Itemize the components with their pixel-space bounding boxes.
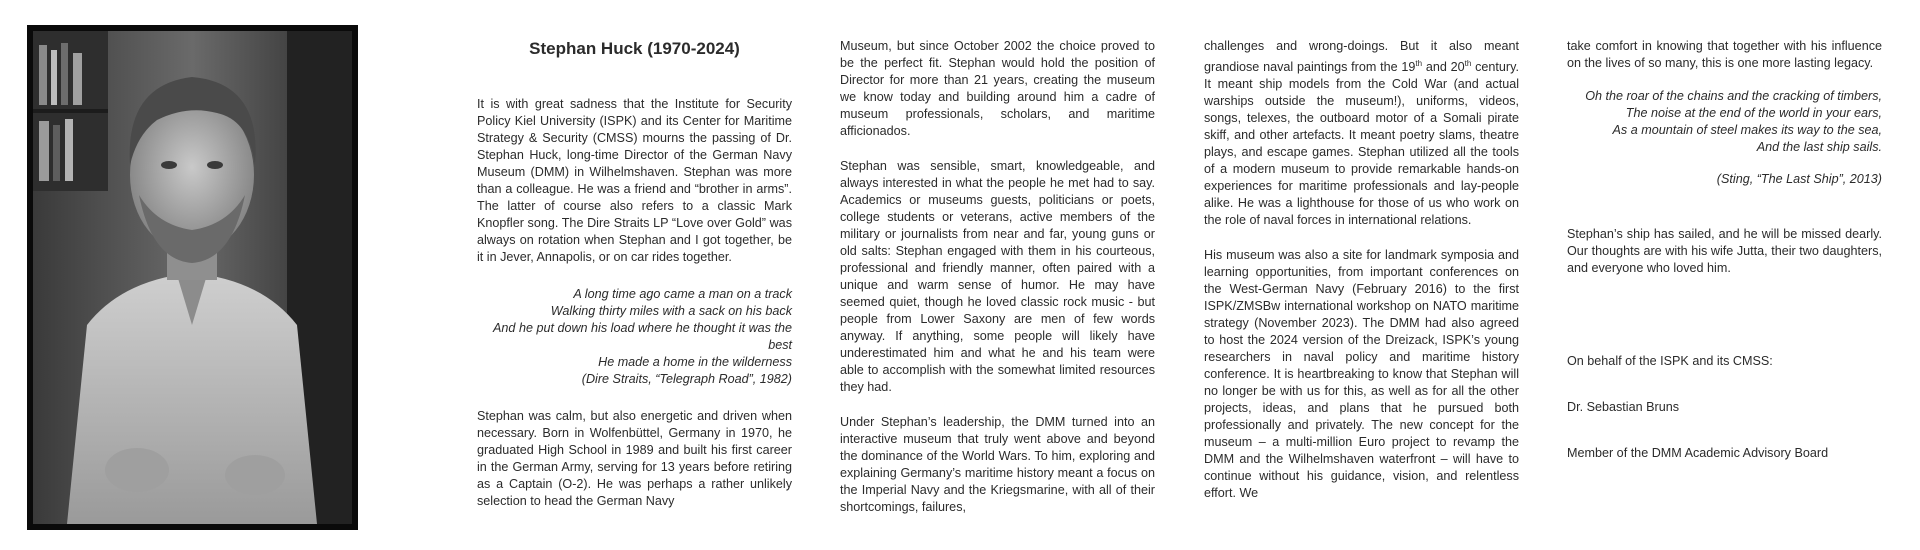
verse-line: A long time ago came a man on a track <box>573 287 792 301</box>
paragraph-director: Museum, but since October 2002 the choice proved to be the perfect fit. Stephan would hold the position of Director for more than 21 years, creating the museum we know today and building around him a cadre of museum professionals, scholars, and maritime afficionados. <box>840 39 1155 138</box>
verse-line: The noise at the end of the world in your ears, <box>1625 106 1882 120</box>
paragraph-legacy: take comfort in knowing that together with his influence on the lives of so many, this is one more lasting legacy. <box>1567 39 1882 70</box>
verse-source: (Dire Straits, “Telegraph Road”, 1982) <box>581 372 792 386</box>
paragraph-intro: It is with great sadness that the Institute for Security Policy Kiel University (ISPK) and its Center for Maritime Strategy & Security (CMSS) mourns the passing of Dr. Stephan Huck, long-time Director of the German Navy Museum (DMM) in Wilhelmshaven. Stephan was more than a colleague. He was a friend and “brother in arms”. The latter of course also refers to a classic Mark Knopfler song. The Dire Straits LP “Love over Gold” was always on rotation when Stephan and I got together, be it in Jever, Annapolis, or on car rides together. <box>477 97 792 264</box>
signoff-name: Dr. Sebastian Bruns <box>1567 400 1680 414</box>
paragraph-character: Stephan was sensible, smart, knowledgeable, and always interested in what the people he met had to say. Academics or museums guests, politicians or poets, college students or veterans, active members of the military or journalists from near and far, young guns or old salts: Stephan engaged with them in his courteous, professional and friendly manner, often paired with a unique and warm sense of humor. He may have seemed quiet, though he loved classic rock music - but people from Lower Saxony are men of few words anyway. If anything, some people will likely have underestimated him and what he and his team were able to accomplish with the somewhat limited resources they had. <box>840 159 1155 394</box>
text-column-3 <box>1204 38 1519 502</box>
paragraph-farewell: Stephan’s ship has sailed, and he will be missed dearly. Our thoughts are with his wife Jutta, their two daughters, and everyone who loved him. <box>1567 227 1882 275</box>
verse-line: He made a home in the wilderness <box>598 355 792 369</box>
quote-last-ship <box>1567 88 1882 188</box>
verse-source: (Sting, “The Last Ship”, 2013) <box>1716 172 1882 186</box>
text-column-2 <box>840 38 1155 516</box>
verse-line: Walking thirty miles with a sack on his back <box>550 304 792 318</box>
paragraph-leadership: Under Stephan’s leadership, the DMM turned into an interactive museum that truly went above and beyond the dominance of the World Wars. To him, exploring and explaining Germany’s maritime history meant a focus on the Imperial Navy and the Kriegsmarine, with all of their shortcomings, failures, <box>840 415 1155 514</box>
verse-line: As a mountain of steel makes its way to the sea, <box>1612 123 1882 137</box>
verse-line: And he put down his load where he thought it was the best <box>493 321 792 352</box>
signoff-behalf: On behalf of the ISPK and its CMSS: <box>1567 354 1773 368</box>
text-column-4 <box>1567 38 1882 462</box>
verse-line: Oh the roar of the chains and the cracking of timbers, <box>1585 89 1882 103</box>
paragraph-symposia: His museum was also a site for landmark symposia and learning opportunities, from important conferences on the West-German Navy (February 2016) to the first ISPK/ZMSBw international workshop on NATO maritime strategy (November 2023). The DMM had also agreed to host the 2024 version of the Dreizack, ISPK’s young researchers in naval policy and maritime history conference. It is heartbreaking to know that Stephan will no longer be with us for this, as well as for all the other projects, ideas, and plans that he pursued both professionally and privately. The new concept for the museum – a multi-million Euro project to revamp the DMM and the Wilhelmshaven waterfront – will have to continue without his guidance, vision, and relentless effort. We <box>1204 248 1519 501</box>
verse-line: And the last ship sails. <box>1756 140 1882 154</box>
page-title: Stephan Huck (1970-2024) <box>529 39 740 58</box>
quote-telegraph-road <box>477 286 792 388</box>
paragraph-collections: challenges and wrong-doings. But it also meant grandiose naval paintings from the 19th and 20th century. It meant ship models from the Cold War (and actual warships outside the museum!), uniforms, videos, songs, telexes, the outboard motor of a Somali pirate skiff, and other artefacts. It meant poetry slams, theatre plays, and escape games. Stephan utilized all the tools of a modern museum to provide remarkable hands-on experiences for maritime professionals and lay-people alike. He was a lighthouse for those of us who work on the role of naval forces in international relations. <box>1204 39 1519 228</box>
signoff-role: Member of the DMM Academic Advisory Board <box>1567 446 1829 460</box>
text-column-1 <box>477 38 792 510</box>
paragraph-biography: Stephan was calm, but also energetic and driven when necessary. Born in Wolfenbüttel, Germany in 1970, he graduated High School in 1989 and built his first career in the German Army, serving for 13 years before retiring as a Captain (O-2). He was perhaps a rather unlikely selection to head the German Navy <box>477 409 792 508</box>
portrait-photo <box>27 25 358 530</box>
